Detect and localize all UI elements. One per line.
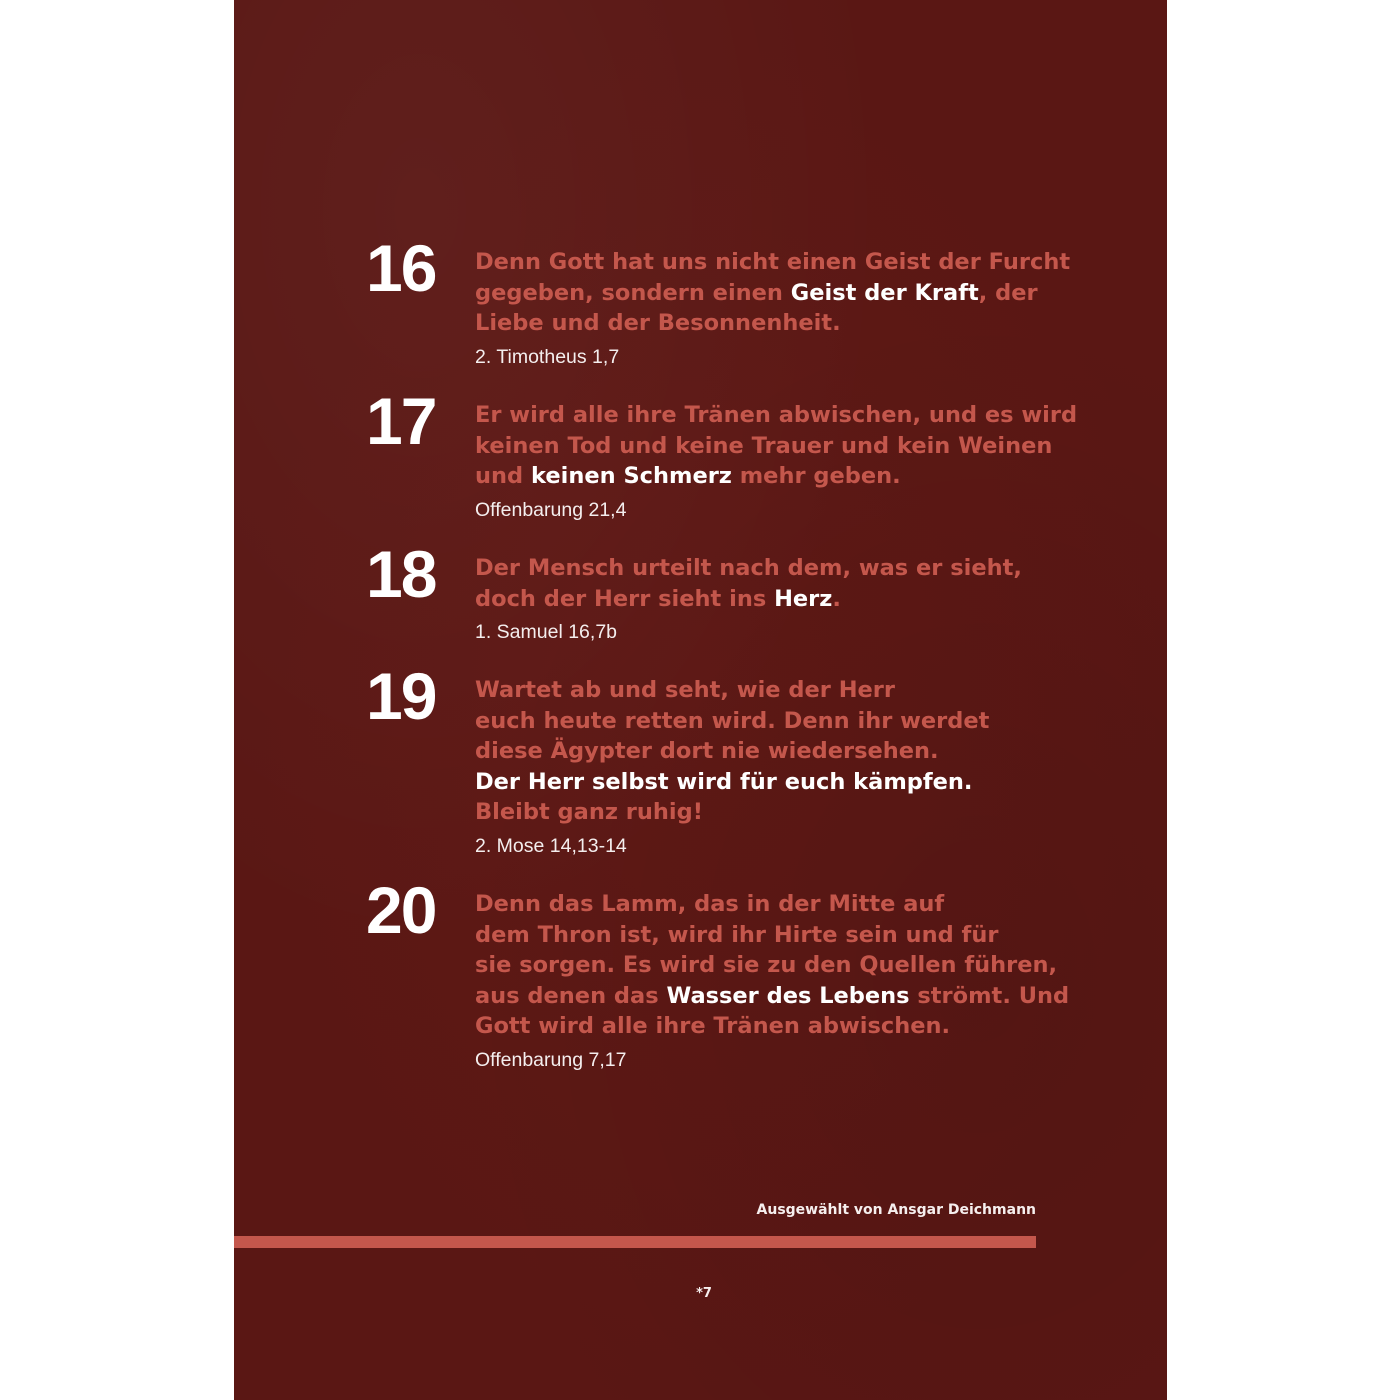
day-number: 17 [366, 384, 436, 458]
bible-reference: 2. Timotheus 1,7 [475, 345, 620, 368]
bible-reference: Offenbarung 21,4 [475, 498, 627, 521]
verse-segment: strömt. Und [909, 982, 1070, 1009]
verse-line [475, 675, 1035, 706]
author-credit: Ausgewählt von Ansgar Deichmann [756, 1202, 1036, 1218]
verse-segment: diese Ägypter dort nie wiedersehen. [475, 738, 939, 765]
verse-segment: dem Thron ist, wird ihr Hirte sein und für [475, 921, 999, 948]
verse-line [475, 584, 1035, 615]
verse-segment: und [475, 463, 531, 490]
verse-segment: mehr geben. [731, 463, 901, 490]
highlighted-phrase: Geist der Kraft [790, 279, 979, 306]
verse-line [475, 706, 1035, 737]
verse-segment: , der [978, 279, 1038, 306]
verse-segment: Denn Gott hat uns nicht einen Geist der Furcht [475, 249, 1071, 275]
verse-text [475, 553, 1035, 646]
verse-segment: aus denen das [475, 982, 667, 1009]
verse-segment: sie sorgen. Es wird sie zu den Quellen führen, [475, 952, 1058, 979]
verse-line [475, 431, 1053, 462]
day-number: 18 [366, 537, 436, 611]
verse-segment: . [832, 585, 841, 612]
verse-line [475, 308, 1035, 339]
verse-line [475, 950, 1058, 981]
verse-line [475, 1011, 1035, 1042]
verse-segment: keinen Tod und keine Trauer und kein Weinen [475, 432, 1053, 459]
verse-line [475, 278, 1038, 309]
verse-line [475, 920, 1035, 951]
verse-line [475, 553, 1035, 584]
bible-reference: 2. Mose 14,13-14 [475, 834, 627, 857]
highlighted-phrase: Der Herr selbst wird für euch kämpfen. [475, 768, 973, 795]
verse-segment: Bleibt ganz ruhig! [475, 799, 703, 826]
verse-segment: Er wird alle ihre Tränen abwischen, und es wird [475, 402, 1078, 428]
footer-rule [234, 1236, 1036, 1248]
verse-line [475, 736, 1035, 767]
verse-line [475, 247, 1071, 278]
verse-segment: Liebe und der Besonnenheit. [475, 310, 841, 337]
verse-segment: Der Mensch urteilt nach dem, was er sieht, [475, 555, 1022, 581]
verse-line [475, 400, 1078, 431]
verse-segment: Denn das Lamm, das in der Mitte auf [475, 891, 945, 917]
verse-segment: Gott wird alle ihre Tränen abwischen. [475, 1013, 951, 1040]
bible-reference: 1. Samuel 16,7b [475, 621, 618, 644]
verse-segment: gegeben, sondern einen [475, 279, 791, 306]
day-number: 16 [366, 231, 436, 305]
day-number: 20 [366, 873, 436, 947]
verse-line [475, 461, 1035, 492]
day-number: 19 [366, 659, 436, 733]
highlighted-phrase: keinen Schmerz [530, 463, 732, 490]
page-number: *7 [696, 1286, 712, 1301]
verse-segment: doch der Herr sieht ins [475, 585, 775, 612]
verse-text [475, 675, 1035, 860]
verse-segment: euch heute retten wird. Denn ihr werdet [475, 707, 990, 734]
highlighted-phrase: Herz [774, 585, 833, 612]
verse-text [475, 889, 1070, 1074]
highlighted-phrase: Wasser des Lebens [666, 982, 910, 1009]
verse-line [475, 981, 1070, 1012]
bible-reference: Offenbarung 7,17 [475, 1048, 627, 1071]
calendar-page [234, 0, 1167, 1400]
verse-text [475, 400, 1078, 524]
verse-line [475, 889, 1035, 920]
verse-line [475, 767, 1035, 798]
verse-line [475, 797, 1035, 828]
verse-text [475, 247, 1071, 371]
verse-segment: Wartet ab und seht, wie der Herr [475, 677, 895, 703]
